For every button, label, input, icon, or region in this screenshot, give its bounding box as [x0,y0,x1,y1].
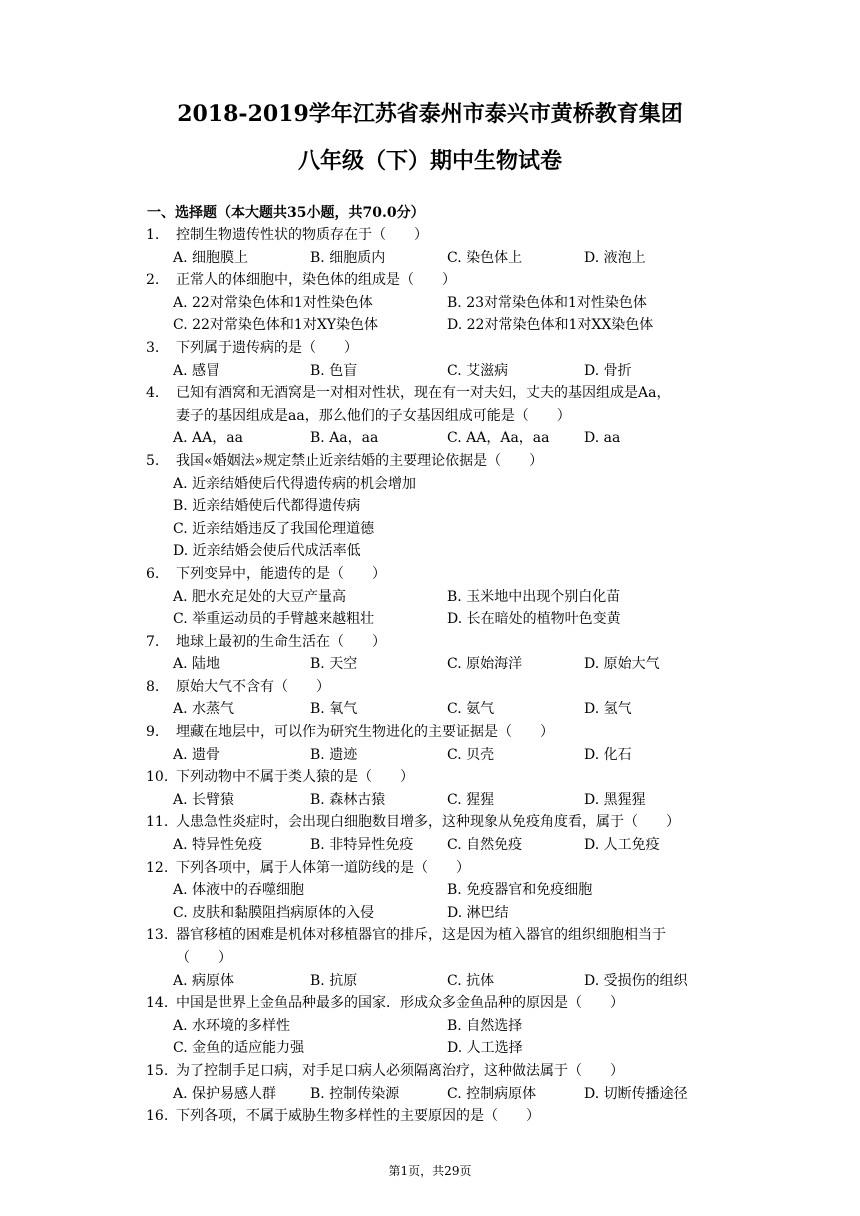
answer-option: C. 原始海洋 [447,656,523,673]
options-row [0,744,860,767]
options-row [0,1015,860,1038]
answer-option: C. 猩猩 [447,791,495,808]
answer-option: A. 感冒 [173,362,221,379]
question-item [0,676,860,721]
answer-option: D. aa [584,430,621,447]
options-row [0,879,860,902]
answer-option: B. 玉米地中出现个别白化苗 [447,588,621,605]
answer-option: B. 控制传染源 [310,1085,400,1102]
answer-option: A. 陆地 [173,656,221,673]
options-row [0,518,860,541]
options-row [0,653,860,676]
question-text: （ ） [176,950,232,966]
answer-option: A. 水蒸气 [173,701,235,718]
answer-option: C. 举重运动员的手臂越来越粗壮 [173,611,375,628]
question-line [0,1060,860,1083]
question-item [0,766,860,811]
section-heading: 一、选择题（本大题共35小题，共70.0分） [147,205,425,221]
answer-option: C. 染色体上 [447,249,523,266]
answer-option: C. 抗体 [447,972,495,989]
options-row [0,1037,860,1060]
question-line [0,563,860,586]
question-item [0,1105,860,1128]
question-line [0,947,860,970]
question-line [0,405,860,428]
question-item [0,811,860,856]
answer-option: B. 色盲 [310,362,358,379]
answer-option: D. 受损伤的组织 [584,972,688,989]
answer-option: A. 细胞膜上 [173,249,249,266]
answer-option: C. 控制病原体 [447,1085,537,1102]
question-item [0,337,860,382]
answer-option: D. 液泡上 [584,249,646,266]
answer-option: C. 近亲结婚违反了我国伦理道德 [173,520,375,537]
question-number: 13. [146,927,169,944]
answer-option: A. 22对常染色体和1对性染色体 [173,294,373,311]
answer-option: D. 骨折 [584,362,632,379]
answer-option: C. 金鱼的适应能力强 [173,1040,305,1057]
question-text: 下列各项中，属于人体第一道防线的是（ ） [176,859,470,876]
answer-option: B. 森林古猿 [310,791,386,808]
answer-option: D. 人工选择 [447,1040,523,1057]
question-item [0,924,860,992]
question-text: 下列变异中，能遗传的是（ ） [176,565,386,582]
question-item [0,382,860,450]
options-row [0,247,860,270]
answer-option: D. 人工免疫 [584,837,660,854]
options-row [0,540,860,563]
question-number: 6. [146,565,160,582]
question-number: 16. [146,1108,169,1125]
question-item [0,992,860,1060]
question-number: 9. [146,724,160,741]
answer-option: B. 自然选择 [447,1017,523,1034]
answer-option: C. 22对常染色体和1对XY染色体 [173,317,379,334]
exam-title-line2: 八年级（下）期中生物试卷 [297,148,562,174]
answer-option: B. 23对常染色体和1对性染色体 [447,294,647,311]
question-number: 10. [146,769,169,786]
answer-option: B. 细胞质内 [310,249,386,266]
answer-option: B. 抗原 [310,972,358,989]
question-text: 地球上最初的生命生活在（ ） [176,633,386,650]
question-text: 埋藏在地层中，可以作为研究生物进化的主要证据是（ ） [176,724,554,741]
options-row [0,789,860,812]
options-row [0,586,860,609]
options-row [0,473,860,496]
answer-option: D. 氢气 [584,701,632,718]
question-line [0,811,860,834]
answer-option: A. 体液中的吞噬细胞 [173,882,305,899]
question-number: 2. [146,272,160,289]
options-row [0,970,860,993]
question-text: 中国是世界上金鱼品种最多的国家．形成众多金鱼品种的原因是（ ） [176,995,624,1012]
options-row [0,495,860,518]
question-text: 下列属于遗传病的是（ ） [176,339,358,356]
question-number: 1. [146,227,160,243]
answer-option: D. 黑猩猩 [584,791,646,808]
answer-option: B. 天空 [310,656,358,673]
answer-option: A. AA，aa [173,430,243,447]
answer-option: D. 近亲结婚会使后代成活率低 [173,543,361,560]
question-line [0,269,860,292]
answer-option: A. 保护易感人群 [173,1085,277,1102]
page-footer: 第1页，共29页 [388,1164,472,1178]
answer-option: A. 病原体 [173,972,235,989]
options-row [0,427,860,450]
question-line [0,337,860,360]
question-text: 器官移植的困难是机体对移植器官的排斥，这是因为植入器官的组织细胞相当于 [176,927,666,944]
options-row [0,834,860,857]
answer-option: D. 长在暗处的植物叶色变黄 [447,611,621,628]
question-number: 15. [146,1062,169,1079]
question-number: 7. [146,633,160,650]
answer-option: A. 水环境的多样性 [173,1017,291,1034]
question-line [0,224,860,247]
question-list [0,224,860,1128]
answer-option: D. 原始大气 [584,656,660,673]
answer-option: B. Aa，aa [310,430,379,447]
question-line [0,857,860,880]
question-number: 4. [146,385,160,402]
question-text: 下列动物中不属于类人猿的是（ ） [176,769,414,786]
question-text: 已知有酒窝和无酒窝是一对相对性状，现在有一对夫妇，丈夫的基因组成是Aa， [176,385,671,402]
answer-option: B. 近亲结婚使后代都得遗传病 [173,498,361,515]
answer-option: D. 淋巴结 [447,904,509,921]
question-text: 为了控制手足口病，对手足口病人必须隔离治疗，这种做法属于（ ） [176,1062,624,1079]
answer-option: A. 特异性免疫 [173,837,263,854]
answer-option: C. 自然免疫 [447,837,523,854]
question-text: 下列各项，不属于威胁生物多样性的主要原因的是（ ） [176,1108,540,1125]
question-number: 8. [146,678,160,695]
question-line [0,766,860,789]
question-text: 妻子的基因组成是aa，那么他们的子女基因组成可能是（ ） [176,407,571,424]
question-line [0,450,860,473]
answer-option: A. 长臂猿 [173,791,235,808]
answer-option: C. 氨气 [447,701,495,718]
answer-option: A. 遗骨 [173,746,221,763]
question-item [0,224,860,269]
question-text: 我国«婚姻法»规定禁止近亲结婚的主要理论依据是（ ） [176,452,544,469]
options-row [0,292,860,315]
question-line [0,1105,860,1128]
answer-option: C. 贝壳 [447,746,495,763]
answer-option: C. 艾滋病 [447,362,509,379]
question-line [0,721,860,744]
answer-option: B. 免疫器官和免疫细胞 [447,882,593,899]
question-line [0,631,860,654]
question-text: 原始大气不含有（ ） [176,678,330,695]
options-row [0,902,860,925]
answer-option: B. 遗迹 [310,746,358,763]
question-number: 11. [146,814,169,831]
options-row [0,698,860,721]
question-item [0,857,860,925]
question-line [0,924,860,947]
options-row [0,1083,860,1106]
exam-title-line1: 2018-2019学年江苏省泰州市泰兴市黄桥教育集团 [177,101,683,127]
question-number: 14. [146,995,169,1012]
options-row [0,314,860,337]
question-number: 5. [146,452,160,469]
question-line [0,676,860,699]
question-item [0,631,860,676]
question-item [0,269,860,337]
answer-option: D. 22对常染色体和1对XX染色体 [447,317,654,334]
question-line [0,382,860,405]
question-number: 12. [146,859,169,876]
answer-option: B. 氧气 [310,701,358,718]
question-item [0,721,860,766]
answer-option: D. 化石 [584,746,632,763]
answer-option: D. 切断传播途径 [584,1085,688,1102]
options-row [0,608,860,631]
question-item [0,1060,860,1105]
answer-option: A. 近亲结婚使后代得遗传病的机会增加 [173,475,417,492]
question-text: 人患急性炎症时，会出现白细胞数目增多，这种现象从免疫角度看，属于（ ） [176,814,680,831]
question-number: 3. [146,339,160,356]
question-text: 正常人的体细胞中，染色体的组成是（ ） [176,272,456,289]
options-row [0,360,860,383]
answer-option: A. 肥水充足处的大豆产量高 [173,588,347,605]
answer-option: B. 非特异性免疫 [310,837,414,854]
question-item [0,563,860,631]
answer-option: C. 皮肤和黏膜阻挡病原体的入侵 [173,904,375,921]
question-line [0,992,860,1015]
question-item [0,450,860,563]
question-text: 控制生物遗传性状的物质存在于（ ） [176,227,428,243]
answer-option: C. AA，Aa，aa [447,430,550,447]
